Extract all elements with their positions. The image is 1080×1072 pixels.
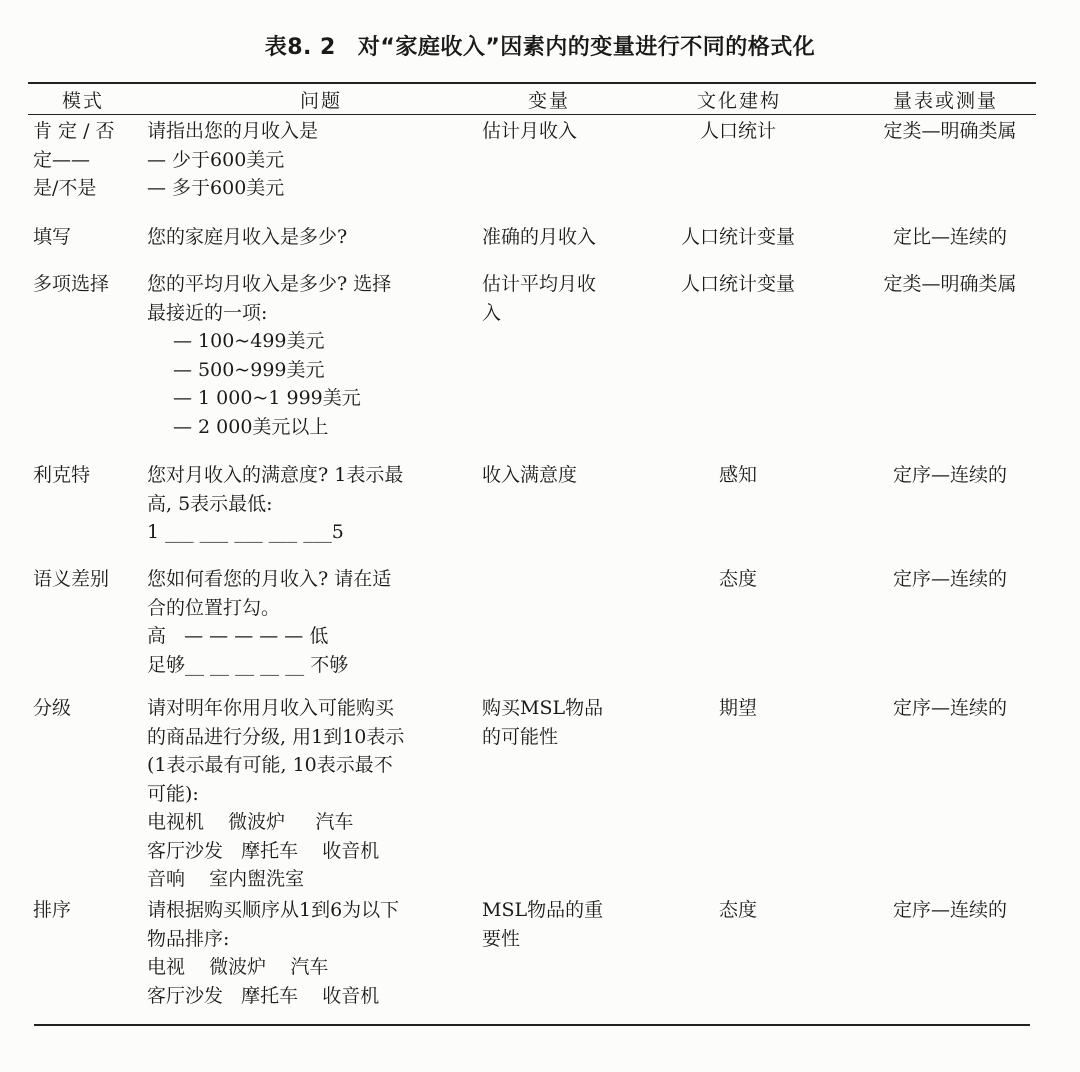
row-variable: MSL物品的重 要性 [482, 899, 604, 950]
header-rule [28, 114, 1036, 115]
row-construct: 态度 [718, 568, 757, 590]
header-variable: 变量 [528, 90, 571, 112]
row-question: 您的家庭月收入是多少? [147, 226, 348, 248]
row-construct: 人口统计变量 [680, 273, 795, 295]
row-variable: 估计平均月收 入 [482, 273, 597, 324]
table-title-text: 对“家庭收入”因素内的变量进行不同的格式化 [357, 35, 816, 60]
header-question: 问题 [300, 90, 343, 112]
row-mode: 利克特 [33, 464, 91, 486]
table-number: 表8. 2 [264, 35, 336, 60]
row-construct: 人口统计变量 [680, 226, 795, 248]
row-mode: 填写 [33, 226, 72, 248]
row-construct: 期望 [718, 697, 757, 719]
row-mode: 分级 [33, 697, 72, 719]
top-rule [28, 82, 1036, 84]
header-mode: 模式 [62, 90, 105, 112]
row-question: 请根据购买顺序从1到6为以下 物品排序: 电视 微波炉 汽车 客厅沙发 摩托车 收音机 [147, 899, 400, 1007]
row-question: 您如何看您的月收入? 请在适 合的位置打勾。 高 — — — — — 低 足够__ __ __ __ __ 不够 [147, 568, 392, 676]
row-variable: 准确的月收入 [482, 226, 597, 248]
row-scale: 定序—连续的 [892, 899, 1007, 921]
row-mode: 肯 定 / 否 定—— 是/不是 [33, 120, 115, 199]
row-question: 请指出您的月收入是 — 少于600美元 — 多于600美元 [147, 120, 319, 199]
table-title [0, 30, 1080, 61]
row-construct: 人口统计 [699, 120, 776, 142]
row-question: 您对月收入的满意度? 1表示最 高, 5表示最低: 1 ___ ___ ___ ___ ___5 [147, 464, 404, 543]
row-question: 请对明年你用月收入可能购买 的商品进行分级, 用1到10表示 (1表示最有可能, 10表示最不 可能): 电视机 微波炉 汽车 客厅沙发 摩托车 收音机 音响 室内盥洗室 [147, 697, 405, 890]
row-mode: 排序 [33, 899, 72, 921]
row-variable: 购买MSL物品 的可能性 [482, 697, 604, 748]
row-mode: 语义差别 [33, 568, 110, 590]
row-construct: 态度 [718, 899, 757, 921]
row-scale: 定序—连续的 [892, 568, 1007, 590]
header-construct: 文化建构 [697, 90, 782, 112]
header-scale: 量表或测量 [893, 90, 999, 112]
row-variable: 估计月收入 [482, 120, 578, 142]
row-scale: 定序—连续的 [892, 697, 1007, 719]
row-construct: 感知 [718, 464, 757, 486]
row-scale: 定序—连续的 [892, 464, 1007, 486]
row-question: 您的平均月收入是多少? 选择 最接近的一项: — 100~499美元 — 500~999美元 — 1 000~1 999美元 — 2 000美元以上 [147, 273, 392, 438]
row-variable: 收入满意度 [482, 464, 578, 486]
row-mode: 多项选择 [33, 273, 110, 295]
bottom-rule [34, 1024, 1030, 1026]
row-scale: 定类—明确类属 [883, 273, 1017, 295]
row-scale: 定比—连续的 [892, 226, 1007, 248]
row-scale: 定类—明确类属 [883, 120, 1017, 142]
